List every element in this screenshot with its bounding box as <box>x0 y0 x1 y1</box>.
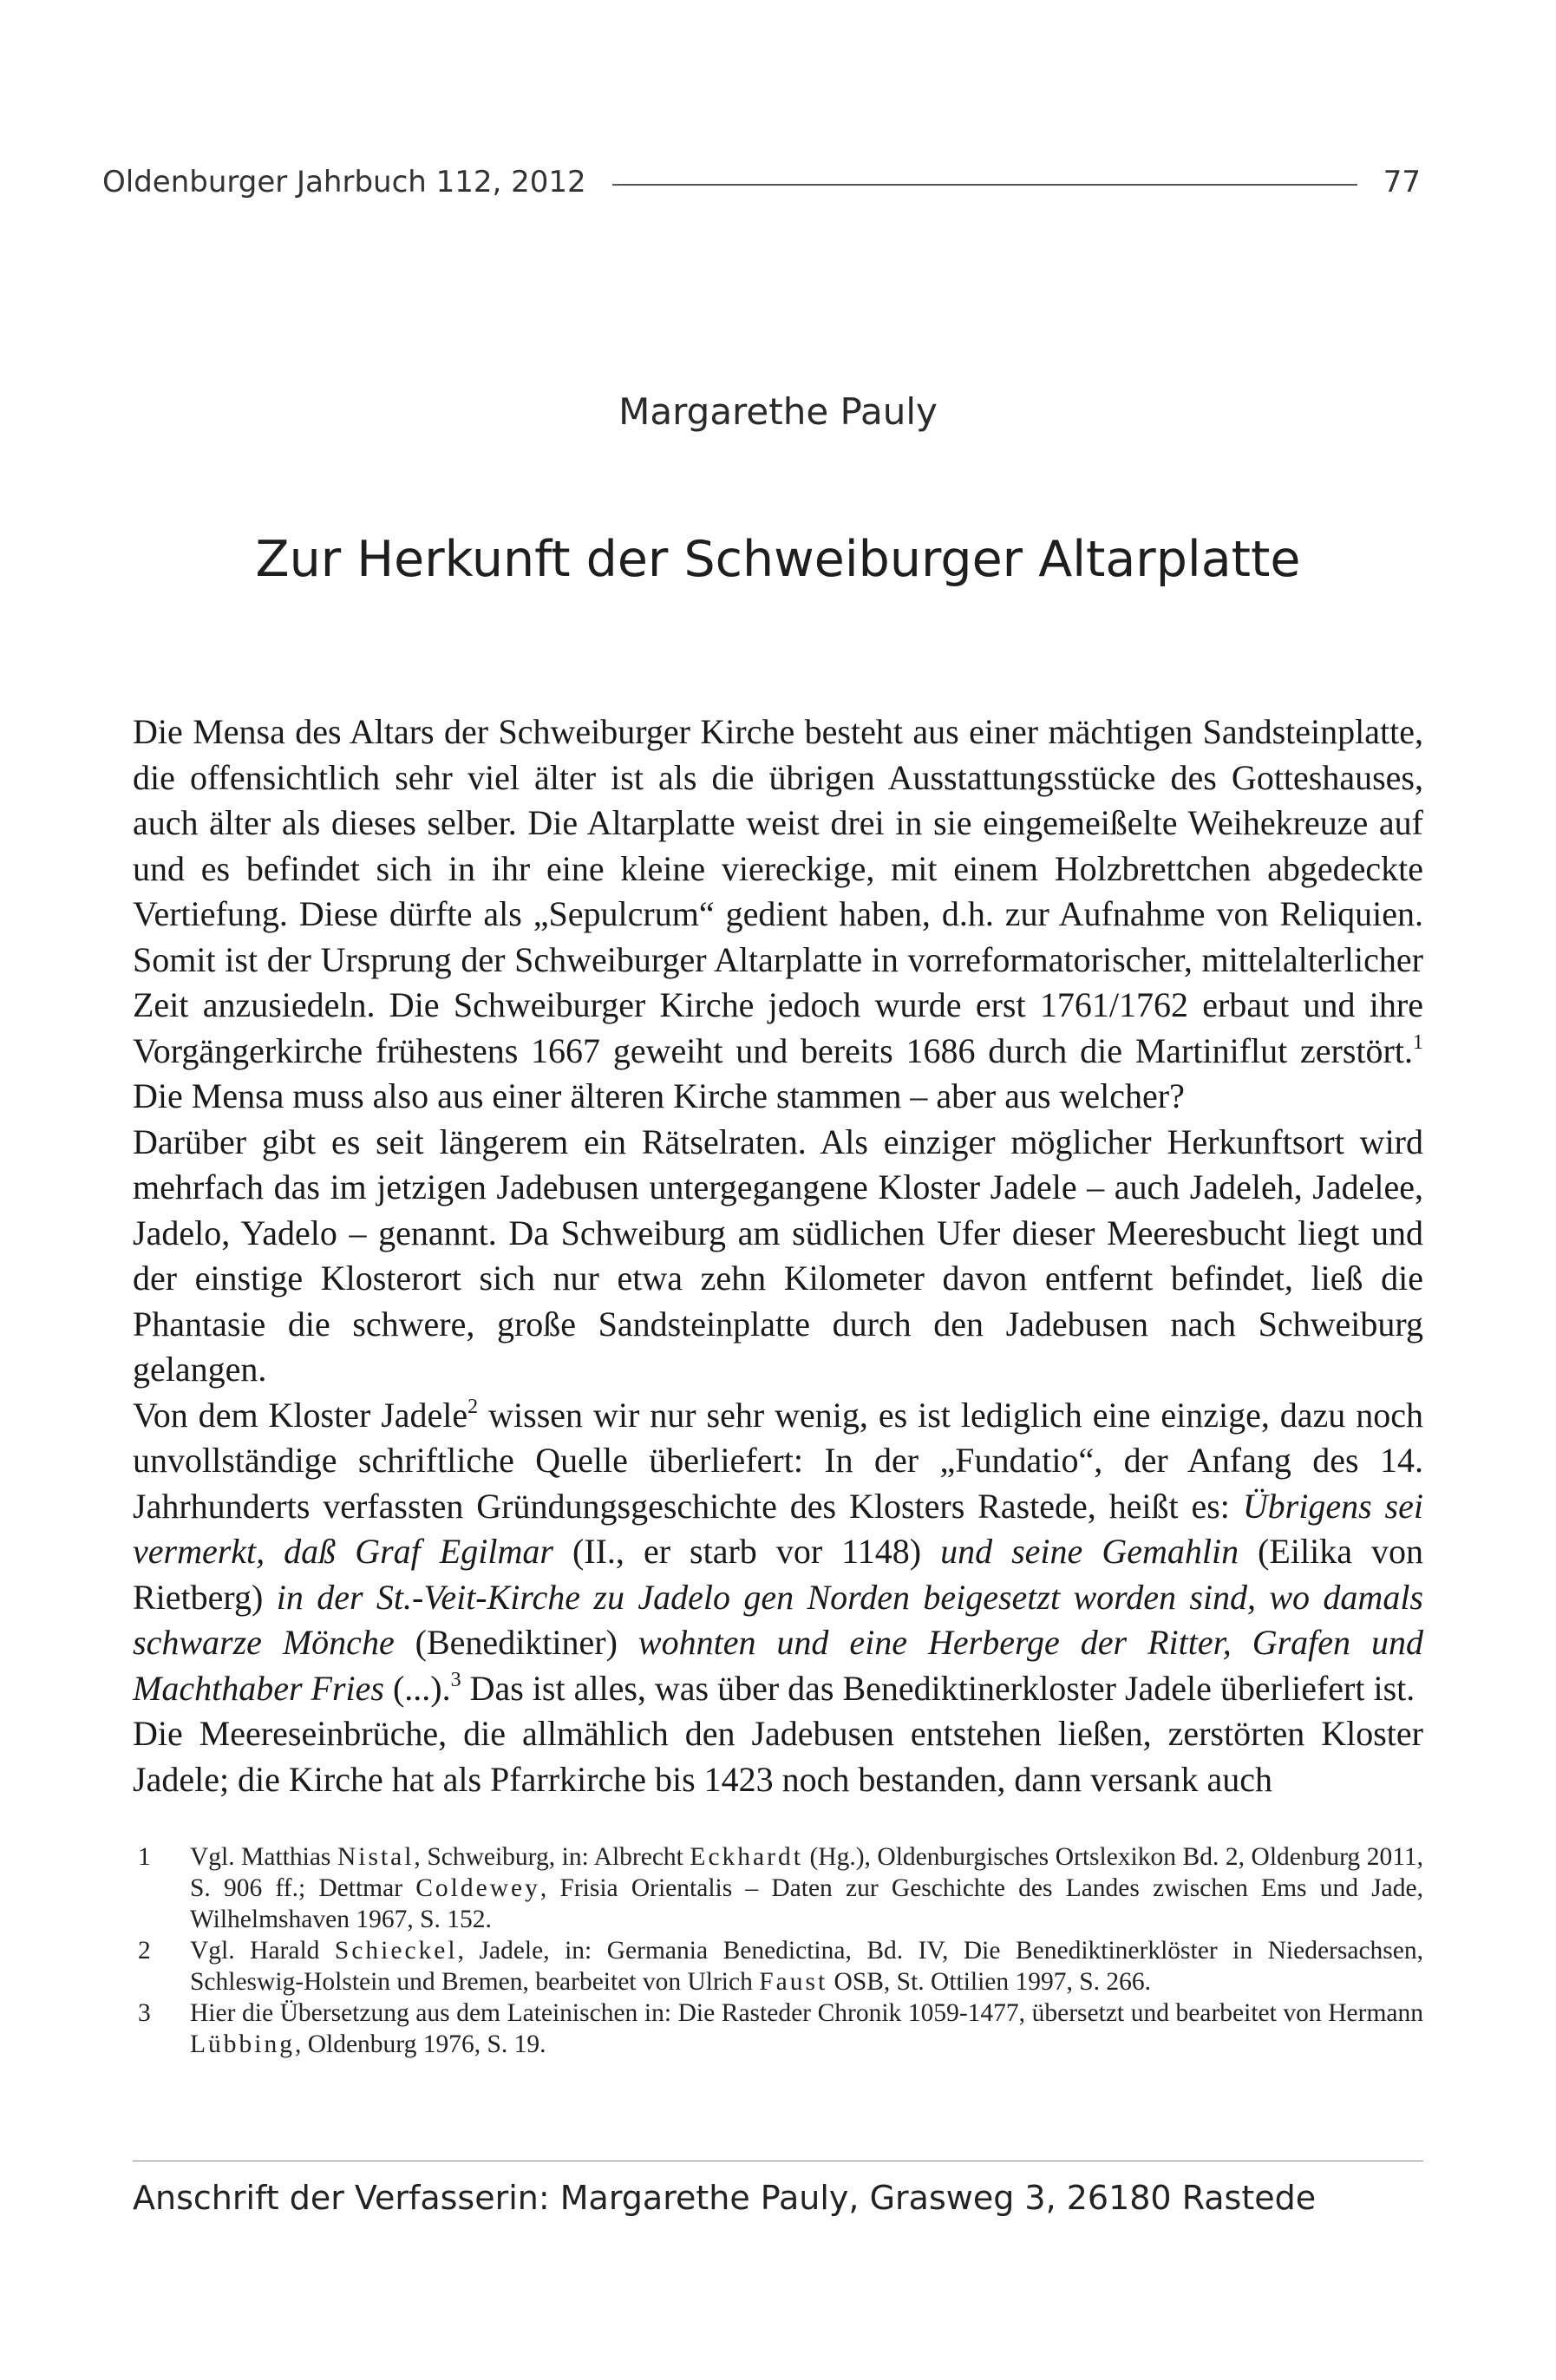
footnote-ref-3: 3 <box>450 1668 461 1691</box>
footnote-2-name-2: Faust <box>759 1968 828 1996</box>
paragraph-3-text-a: Von dem Kloster Jadele <box>133 1395 468 1435</box>
footnote-2-name-1: Schieckel <box>334 1937 458 1965</box>
paragraph-3-text-g: Das ist alles, was über das Benediktinerkloster Jadele überliefert ist. <box>461 1668 1415 1708</box>
footnote-3-name-1: Lübbing <box>190 2030 295 2058</box>
author-name: Margarethe Pauly <box>618 390 938 433</box>
footnote-1-part-3: (Hg.), Oldenburgisches Ortslexikon Bd. 2, Oldenburg 2011, S. 906 ff.; Dettmar <box>190 1843 1423 1902</box>
paragraph-3-text-d: (Eilika von Rietberg) <box>133 1532 1423 1617</box>
paragraph-1-text-a: Die Mensa des Altars der Schweiburger Kirche besteht aus einer mächtigen Sandsteinplatte, die offensichtlich sehr viel älter ist als die übrigen Ausstattungsstücke des Gotteshauses, auch älter als dieses selber. Die Altarplatte weist drei in sie eingemeißelte Weihekreuze auf und es befindet sich in ihr eine kleine viereckige, mit einem Holzbrettchen abgedeckte Vertiefung. Diese dürfte als „Sepulcrum“ gedient haben, d.h. zur Aufnahme von Reliquien. Somit ist der Ursprung der Schweiburger Altarplatte in vorreformatorischer, mittelalterlicher Zeit anzusiedeln. Die Schweiburger Kirche jedoch wurde erst 1761/1762 erbaut und ihre Vorgängerkirche frühestens 1667 geweiht und bereits 1686 durch die Martiniflut zerstört. <box>133 712 1423 1070</box>
footnote-3-part-1: Hier die Übersetzung aus dem Lateinischen in: Die Rasteder Chronik 1059-1477, übersetzt und bearbeitet von Hermann <box>190 1999 1423 2027</box>
article-title: Zur Herkunft der Schweiburger Altarplatte <box>255 531 1301 588</box>
footnote-2 <box>133 1935 1423 1998</box>
page-number: 77 <box>1383 165 1421 199</box>
paragraph-3-text-e: (Benediktiner) <box>394 1623 638 1662</box>
footnote-3-part-2: , Oldenburg 1976, S. 19. <box>294 2030 546 2058</box>
footnote-3 <box>133 1998 1423 2060</box>
running-header <box>102 156 1421 208</box>
footnote-1-part-1: Vgl. Matthias <box>190 1843 337 1871</box>
footnote-1-part-4: , Frisia Orientalis – Daten zur Geschichte des Landes zwischen Ems und Jade, Wilhelmshaven 1967, S. 152. <box>190 1874 1423 1933</box>
paragraph-3-text-f: (...). <box>383 1668 451 1708</box>
footnote-1-name-3: Coldewey <box>415 1874 540 1902</box>
footnote-2-part-1: Vgl. Harald <box>190 1937 335 1965</box>
paragraph-4: Die Meereseinbrüche, die allmählich den Jadebusen entstehen ließen, zerstörten Kloster Jadele; die Kirche hat als Pfarrkirche bis 1423 noch bestanden, dann versank auch <box>133 1714 1423 1799</box>
footnote-1-name-1: Nistal <box>337 1843 415 1871</box>
quote-italic-3: in der St.-Veit-Kirche zu Jadelo gen Norden beigesetzt worden sind, wo damals schwarze Mönche <box>133 1577 1423 1662</box>
footnote-1-part-2: , Schweiburg, in: Albrecht <box>414 1843 690 1871</box>
footnote-2-part-2: , Jadele, in: Germania Benedictina, Bd. IV, Die Benediktinerklöster in Niedersachsen, Schleswig-Holstein und Bremen, bearbeitet von Ulrich <box>190 1937 1423 1996</box>
footnote-ref-2: 2 <box>467 1395 479 1418</box>
footnote-number: 1 <box>138 1843 151 1871</box>
quote-italic-1: Übrigens sei vermerkt, daß Graf Egilmar <box>133 1486 1423 1571</box>
footnote-2-part-3: OSB, St. Ottilien 1997, S. 266. <box>827 1968 1152 1996</box>
footnote-number: 2 <box>138 1937 151 1965</box>
paragraph-3-text-c: (II., er starb vor 1148) <box>552 1532 941 1571</box>
paragraph-3-text-b: wissen wir nur sehr wenig, es ist lediglich eine einzige, dazu noch unvollständige schriftliche Quelle überliefert: In der „Fundatio“, der Anfang des 14. Jahrhunderts verfassten Gründungsgeschichte des Klosters Rastede, heißt es: <box>133 1395 1424 1526</box>
article-body <box>133 709 1423 1802</box>
footnote-1-name-2: Eckhardt <box>690 1843 803 1871</box>
quote-italic-4: wohnten und eine Herberge der Ritter, Grafen und Machthaber Fries <box>133 1623 1424 1708</box>
footnote-text <box>190 1841 1423 1935</box>
footnote-text <box>190 1998 1423 2060</box>
header-rule <box>612 184 1357 186</box>
author-address: Anschrift der Verfasserin: Margarethe Pauly, Grasweg 3, 26180 Rastede <box>133 2179 1317 2217</box>
paragraph-1-text-b: Die Mensa muss also aus einer älteren Kirche stammen – aber aus welcher? <box>133 1076 1185 1115</box>
paragraph-1 <box>133 709 1423 1120</box>
quote-italic-2: und seine Gemahlin <box>940 1532 1239 1571</box>
journal-title: Oldenburger Jahrbuch 112, 2012 <box>102 165 586 199</box>
footnote-ref-1: 1 <box>1413 1030 1423 1054</box>
footnote-number: 3 <box>138 1999 151 2027</box>
paragraph-3 <box>133 1393 1423 1712</box>
paragraph-2: Darüber gibt es seit längerem ein Rätselraten. Als einziger möglicher Herkunftsort wird mehrfach das im jetzigen Jadebusen untergegangene Kloster Jadele – auch Jadeleh, Jadelee, Jadelo, Yadelo – genannt. Da Schweiburg am südlichen Ufer dieser Meeresbucht liegt und der einstige Klosterort sich nur etwa zehn Kilometer davon entfernt befindet, ließ die Phantasie die schwere, große Sandsteinplatte durch den Jadebusen nach Schweiburg gelangen. <box>133 1121 1423 1389</box>
footnote-1 <box>133 1841 1423 1935</box>
footnotes-section <box>133 1841 1423 2060</box>
footnote-text <box>190 1935 1423 1998</box>
